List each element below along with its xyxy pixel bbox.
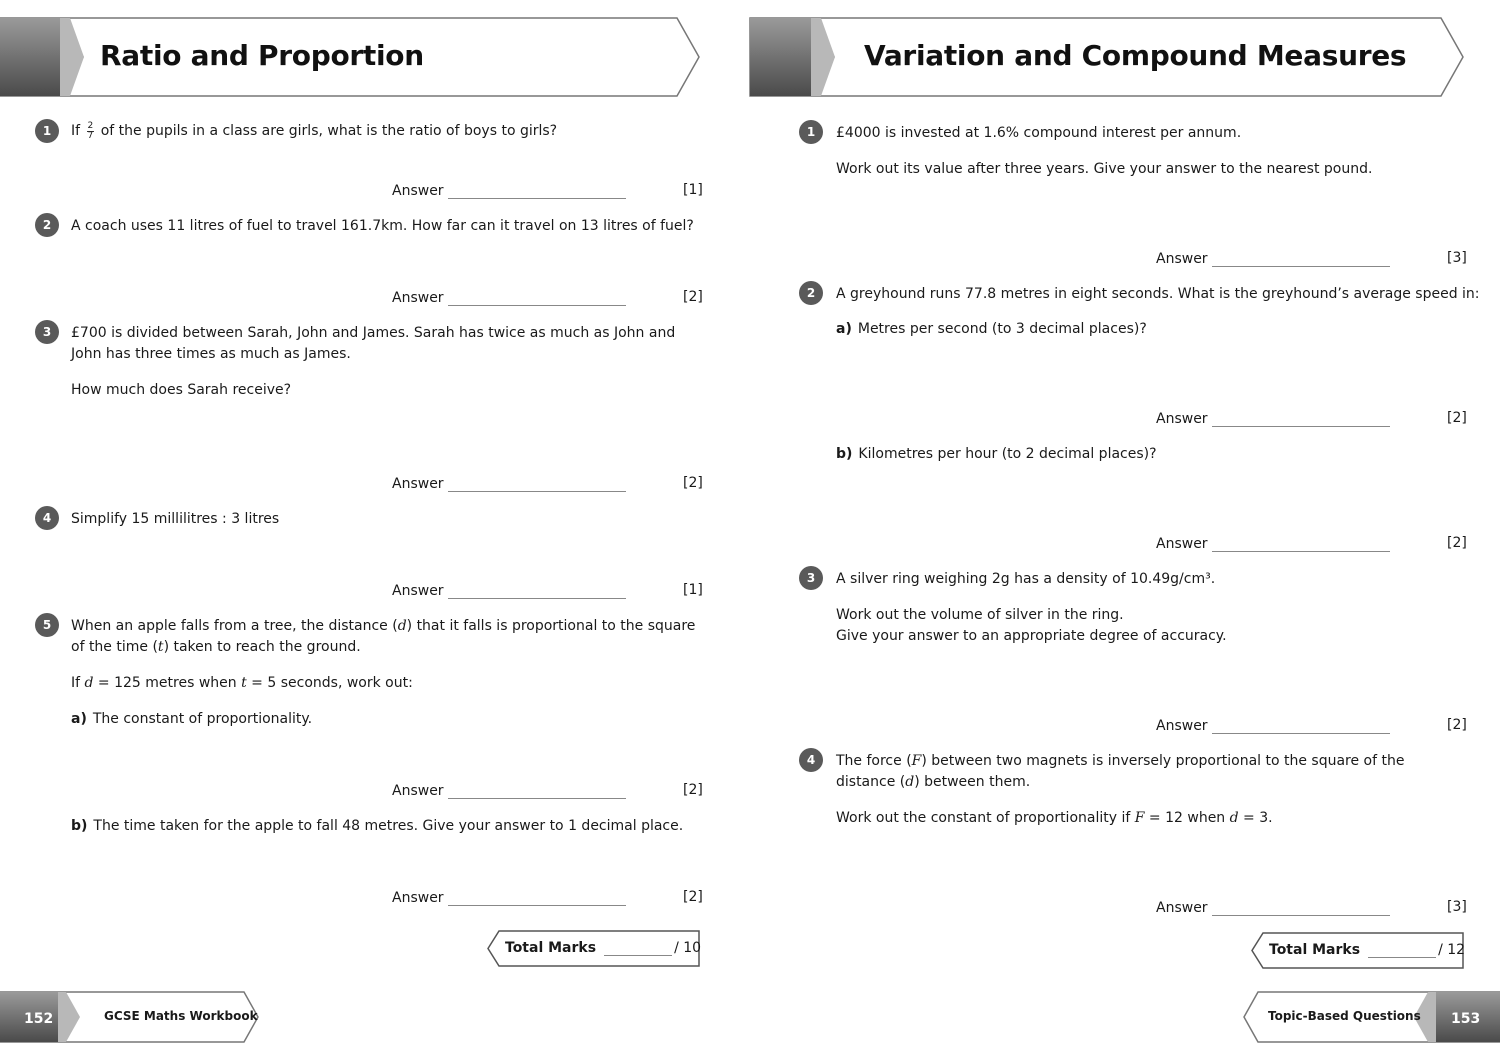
question-4-line-2: distance (d) between them. [836, 774, 1031, 790]
marks: [2] [1447, 410, 1467, 426]
question-5-line-2: of the time (t) taken to reach the ground. [71, 639, 361, 655]
fraction: $\frac{2}{7}$ [87, 120, 94, 141]
marks: [2] [1447, 535, 1467, 551]
question-3-line-1: £700 is divided between Sarah, John and James. Sarah has twice as much as John and [71, 325, 676, 341]
marks: [2] [683, 782, 703, 798]
question-2b-text: b) Kilometres per hour (to 2 decimal places)? [836, 446, 1157, 462]
question-number-4: 4 [799, 748, 823, 772]
question-4-line-3: Work out the constant of proportionality if F = 12 when d = 3. [836, 810, 1273, 826]
answer-line[interactable]: Answer [392, 183, 626, 199]
left-page-title: Ratio and Proportion [100, 39, 424, 72]
right-total-marks: Total Marks / 12 [1269, 942, 1466, 958]
answer-line[interactable]: Answer [1156, 251, 1390, 267]
answer-line[interactable]: Answer [392, 890, 626, 906]
answer-line[interactable]: Answer [1156, 536, 1390, 552]
marks: [3] [1447, 250, 1467, 266]
marks: [1] [683, 582, 703, 598]
footer-section-title: Topic-Based Questions [1268, 1009, 1421, 1023]
marks: [2] [683, 889, 703, 905]
question-number-2: 2 [35, 213, 59, 237]
page-number-left: 152 [24, 1011, 54, 1027]
question-3-line-2: John has three times as much as James. [71, 346, 351, 362]
marks: [3] [1447, 899, 1467, 915]
left-total-marks: Total Marks / 10 [505, 940, 702, 956]
question-5a-text: a) The constant of proportionality. [71, 711, 313, 727]
answer-line[interactable]: Answer [392, 583, 626, 599]
marks: [2] [683, 475, 703, 491]
question-5-line-3: If d = 125 metres when t = 5 seconds, work out: [71, 675, 413, 691]
question-5-line-1: When an apple falls from a tree, the distance (d) that it falls is proportional to the square [71, 618, 696, 634]
question-5b-text: b) The time taken for the apple to fall 48 metres. Give your answer to 1 decimal place. [71, 818, 684, 834]
answer-line[interactable]: Answer [392, 290, 626, 306]
question-4-line-1: The force (F) between two magnets is inversely proportional to the square of the [836, 753, 1405, 769]
question-number-2: 2 [799, 281, 823, 305]
answer-line[interactable]: Answer [1156, 411, 1390, 427]
question-2a-text: a) Metres per second (to 3 decimal places)? [836, 321, 1147, 337]
footer-book-title: GCSE Maths Workbook [104, 1009, 258, 1023]
page-number-right: 153 [1451, 1011, 1481, 1027]
marks: [1] [683, 182, 703, 198]
question-number-1: 1 [35, 119, 59, 143]
right-page-title: Variation and Compound Measures [864, 39, 1407, 72]
question-2-text: A greyhound runs 77.8 metres in eight seconds. What is the greyhound’s average speed in: [836, 286, 1480, 302]
question-1-line-2: Work out its value after three years. Give your answer to the nearest pound. [836, 161, 1373, 177]
question-3-line-1: A silver ring weighing 2g has a density of 10.49g/cm³. [836, 571, 1216, 587]
question-number-3: 3 [799, 566, 823, 590]
total-marks-field[interactable] [1368, 945, 1436, 958]
question-number-3: 3 [35, 320, 59, 344]
answer-line[interactable]: Answer [392, 476, 626, 492]
question-4-text: Simplify 15 millilitres : 3 litres [71, 511, 280, 527]
question-number-5: 5 [35, 613, 59, 637]
answer-line[interactable]: Answer [1156, 718, 1390, 734]
question-3-line-3: Give your answer to an appropriate degree of accuracy. [836, 628, 1227, 644]
total-marks-field[interactable] [604, 943, 672, 956]
answer-line[interactable]: Answer [392, 783, 626, 799]
marks: [2] [1447, 717, 1467, 733]
question-3-line-3: How much does Sarah receive? [71, 382, 292, 398]
marks: [2] [683, 289, 703, 305]
question-2-text: A coach uses 11 litres of fuel to travel 161.7km. How far can it travel on 13 litres of fuel? [71, 218, 694, 234]
question-number-1: 1 [799, 120, 823, 144]
question-number-4: 4 [35, 506, 59, 530]
question-1-text: If $\frac{2}{7}$ of the pupils in a class are girls, what is the ratio of boys to girls? [71, 120, 558, 141]
question-1-line-1: £4000 is invested at 1.6% compound interest per annum. [836, 125, 1242, 141]
question-3-line-2: Work out the volume of silver in the ring. [836, 607, 1124, 623]
answer-line[interactable]: Answer [1156, 900, 1390, 916]
